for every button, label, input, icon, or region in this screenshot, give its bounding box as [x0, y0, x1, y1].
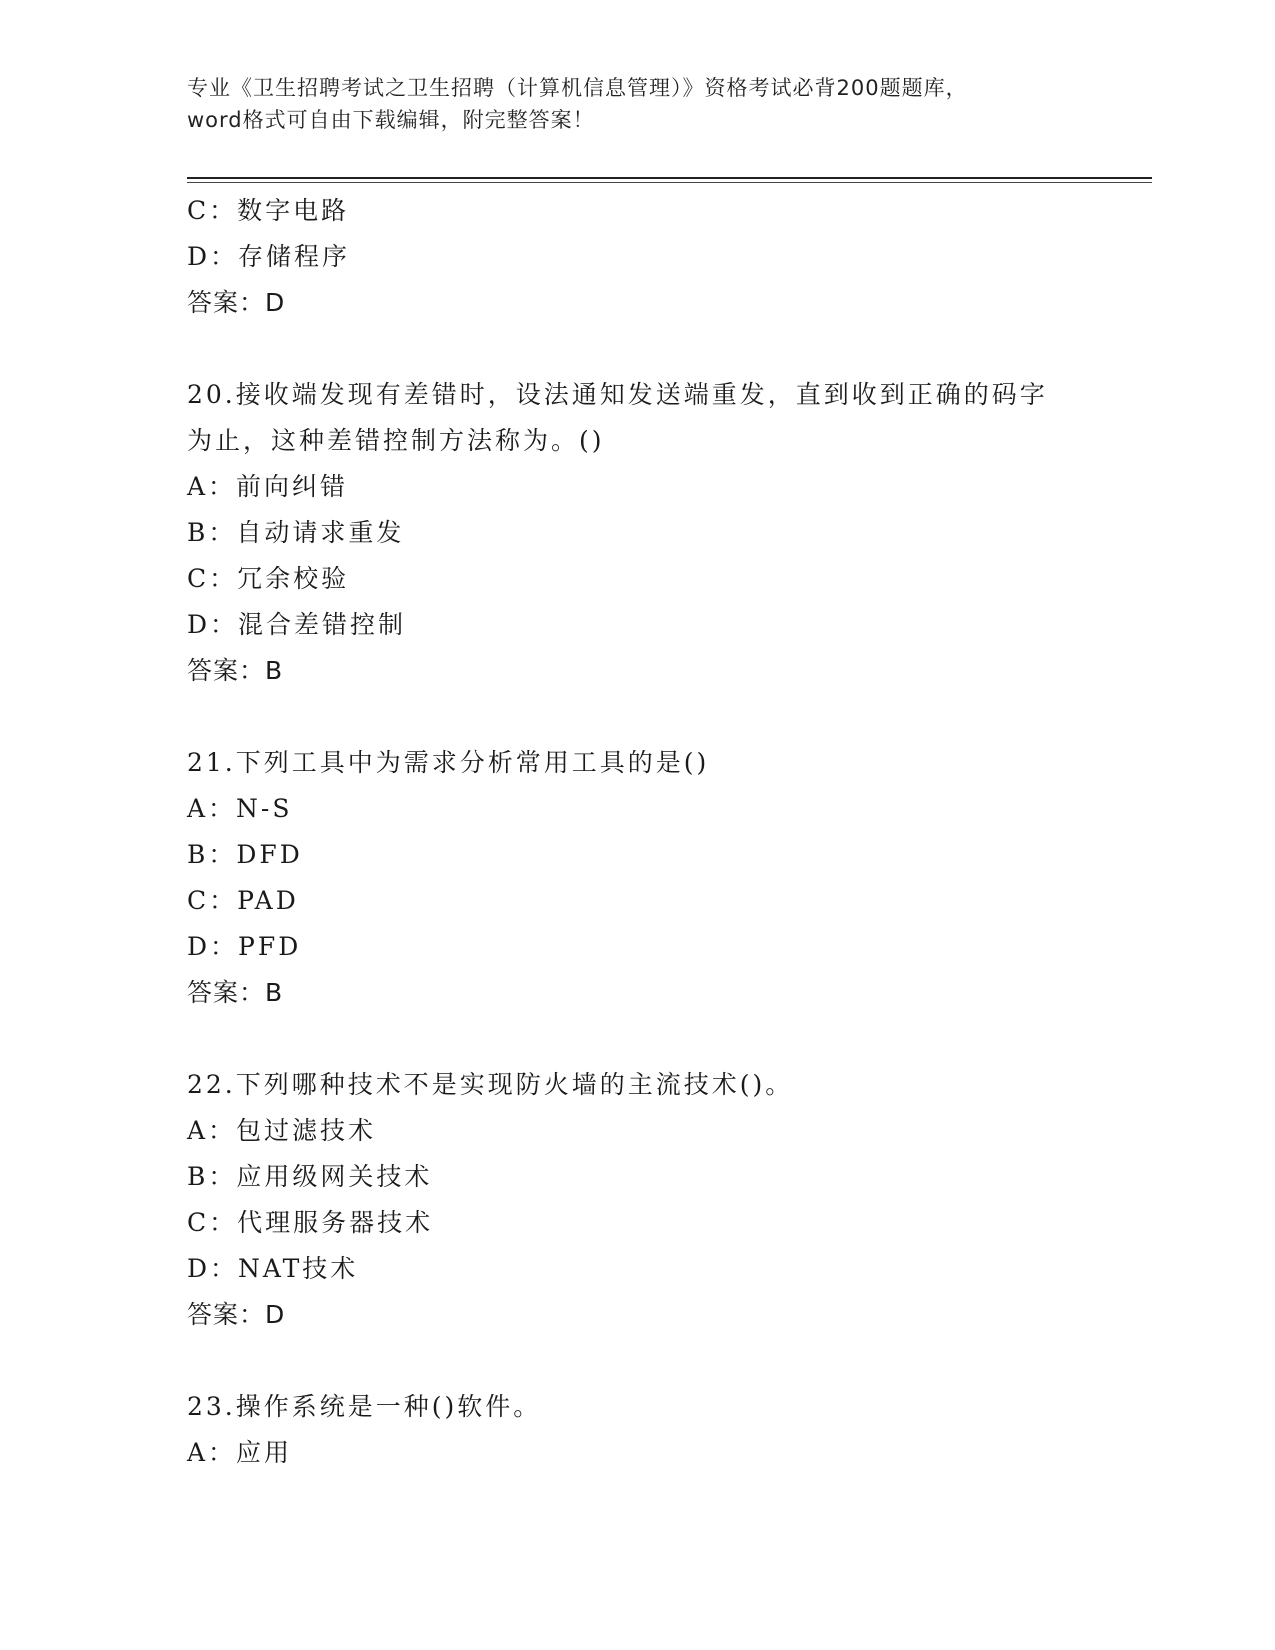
answer-line: 答案：D	[187, 288, 286, 317]
option-a: A：前向纠错	[187, 472, 349, 501]
option-c: C：数字电路	[187, 196, 350, 225]
spacer	[187, 1338, 1087, 1384]
option-d: D：NAT技术	[187, 1254, 359, 1283]
header-title-line-2: word格式可自由下载编辑，附完整答案！	[187, 108, 595, 132]
option-b: B：应用级网关技术	[187, 1162, 433, 1191]
option-c: C：代理服务器技术	[187, 1208, 434, 1237]
option-d: D：存储程序	[187, 242, 351, 271]
question-text: 21.下列工具中为需求分析常用工具的是()	[187, 748, 710, 777]
spacer	[187, 1016, 1087, 1062]
question-block-23	[187, 1384, 1087, 1476]
answer-line: 答案：B	[187, 978, 284, 1007]
question-text-continued: 为止，这种差错控制方法称为。()	[187, 426, 605, 455]
option-b: B：DFD	[187, 840, 303, 869]
header-title-line-1: 专业《卫生招聘考试之卫生招聘（计算机信息管理）》资格考试必背200题题库，	[187, 76, 968, 100]
option-a: A：N-S	[187, 794, 293, 823]
answer-line: 答案：B	[187, 656, 284, 685]
option-a: A：包过滤技术	[187, 1116, 377, 1145]
page-header	[187, 72, 1087, 136]
option-c: C：冗余校验	[187, 564, 350, 593]
option-c: C：PAD	[187, 886, 299, 915]
question-text: 23.操作系统是一种()软件。	[187, 1392, 542, 1421]
header-divider	[187, 177, 1152, 179]
question-block-22	[187, 1062, 1087, 1338]
option-a: A：应用	[187, 1438, 293, 1467]
spacer	[187, 694, 1087, 740]
question-text: 22.下列哪种技术不是实现防火墙的主流技术()。	[187, 1070, 794, 1099]
header-divider-thin	[187, 182, 1152, 183]
question-text: 20.接收端发现有差错时，设法通知发送端重发，直到收到正确的码字	[187, 380, 1048, 409]
option-b: B：自动请求重发	[187, 518, 405, 547]
question-block-20	[187, 372, 1087, 694]
answer-line: 答案：D	[187, 1300, 286, 1329]
question-block-19	[187, 188, 1087, 326]
option-d: D：PFD	[187, 932, 302, 961]
question-block-21	[187, 740, 1087, 1016]
document-body	[187, 188, 1087, 1476]
option-d: D：混合差错控制	[187, 610, 407, 639]
spacer	[187, 326, 1087, 372]
